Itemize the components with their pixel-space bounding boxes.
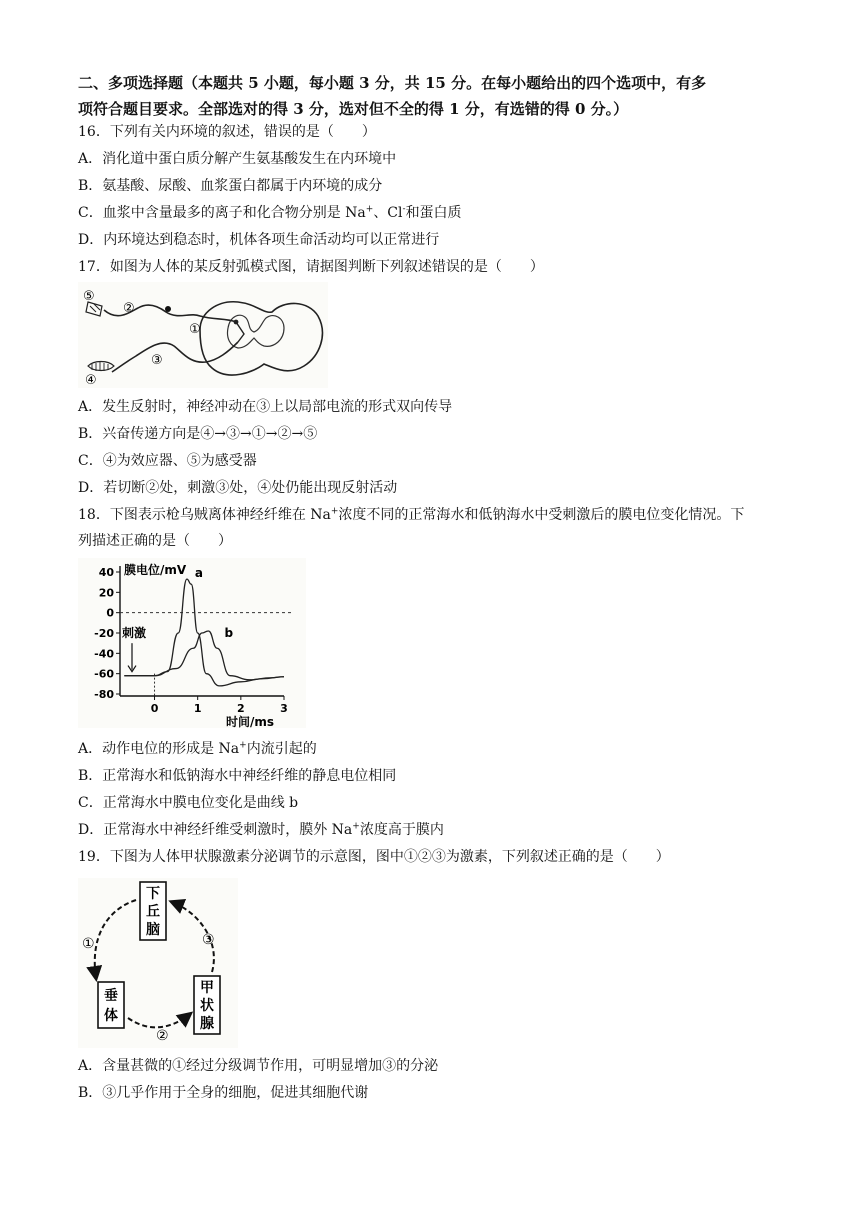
- x-tick-label: 2: [237, 702, 245, 715]
- interneuron: [236, 322, 244, 342]
- series-line-b: [124, 631, 284, 680]
- section-heading-line1: 二、多项选择题（本题共 5 小题，每小题 3 分，共 15 分。在每小题给出的四个选项中，有多: [78, 74, 707, 92]
- label-3: ③: [151, 353, 163, 368]
- hypothalamus-char-3: 脑: [146, 922, 160, 938]
- label-5: ⑤: [83, 289, 95, 304]
- ganglion: [165, 306, 171, 312]
- hypothalamus-char-1: 下: [146, 886, 160, 902]
- pituitary-char-1: 垂: [104, 988, 118, 1004]
- q18-a-post: 内流引起的: [246, 741, 317, 757]
- q18-option-a: [78, 739, 317, 759]
- hormone-3-label: ③: [202, 932, 215, 948]
- q18-option-b: B．正常海水和低钠海水中神经纤维的静息电位相同: [78, 768, 397, 784]
- q17-option-c: C．④为效应器、⑤为感受器: [78, 453, 257, 469]
- q18-d-sup: +: [352, 821, 360, 832]
- thyroid-regulation-diagram: [78, 878, 238, 1048]
- q18-stem-line2: 列描述正确的是（ ）: [78, 533, 232, 549]
- q17-option-b: B．兴奋传递方向是④→③→①→②→⑤: [78, 426, 318, 442]
- q16-option-a: A．消化道中蛋白质分解产生氨基酸发生在内环境中: [78, 151, 397, 167]
- thyroid-char-1: 甲: [200, 980, 214, 996]
- y-tick-label: 20: [98, 586, 114, 600]
- thyroid-regulation-figure: [78, 878, 238, 1048]
- chart-series: [124, 579, 284, 686]
- arrow-hypothalamus-to-pituitary: [95, 900, 136, 978]
- q16-option-c: [78, 203, 462, 223]
- membrane-potential-figure: [78, 558, 306, 728]
- q19-option-b: B．③几乎作用于全身的细胞，促进其细胞代谢: [78, 1085, 369, 1101]
- x-tick-label: 1: [193, 702, 202, 715]
- q18-stem-line1: [78, 505, 744, 525]
- y-tick-label: -40: [94, 647, 114, 661]
- q17-option-a: A．发生反射时，神经冲动在③上以局部电流的形式双向传导: [78, 399, 453, 415]
- hormone-1-label: ①: [82, 936, 95, 952]
- q18-stem-post: 浓度不同的正常海水和低钠海水中受刺激后的膜电位变化情况。下: [338, 507, 745, 523]
- y-tick-label: 40: [98, 566, 114, 579]
- y-tick-label: -80: [94, 688, 114, 701]
- q18-d-pre: D．正常海水中神经纤维受刺激时，膜外 Na: [78, 822, 353, 838]
- label-1: ①: [189, 322, 201, 337]
- label-2: ②: [123, 301, 135, 316]
- q18-a-pre: A．动作电位的形成是 Na: [78, 741, 240, 757]
- x-tick-label: 0: [150, 702, 159, 715]
- q18-a-sup: +: [239, 740, 247, 751]
- section-heading-line2: 项符合题目要求。全部选对的得 3 分，选对但不全的得 1 分，有选错的得 0 分。）: [78, 100, 629, 118]
- membrane-potential-chart: [78, 558, 306, 728]
- pituitary-char-2: 体: [104, 1008, 118, 1024]
- reflex-arc-diagram: [78, 282, 328, 388]
- series-label-b: b: [224, 625, 234, 640]
- y-axis-label: 膜电位/mV: [124, 563, 187, 577]
- q18-d-mid: 浓度高于膜内: [359, 822, 444, 838]
- x-tick-label: 3: [280, 702, 288, 715]
- thyroid-char-2: 状: [200, 998, 214, 1014]
- q18-option-c: C．正常海水中膜电位变化是曲线 b: [78, 795, 299, 811]
- q16-stem: 16．下列有关内环境的叙述，错误的是（ ）: [78, 124, 376, 140]
- q19-stem: 19．下图为人体甲状腺激素分泌调节的示意图，图中①②③为激素，下列叙述正确的是（ ）: [78, 849, 670, 865]
- spinal-cord-outline: [200, 302, 322, 375]
- hypothalamus-char-2: 丘: [146, 904, 160, 920]
- stimulus-annotation: 刺激: [122, 626, 147, 641]
- q18-stem-sup: +: [330, 506, 339, 517]
- q17-option-d: D．若切断②处，刺激③处，④处仍能出现反射活动: [78, 480, 398, 496]
- q19-option-a: A．含量甚微的①经过分级调节作用，可明显增加③的分泌: [78, 1058, 439, 1074]
- y-tick-label: 0: [106, 606, 114, 620]
- q18-option-d: [78, 820, 444, 840]
- chart-text: [94, 562, 288, 728]
- efferent-nerve: [112, 342, 238, 372]
- section-heading: [78, 70, 790, 122]
- hormone-2-label: ②: [156, 1028, 169, 1044]
- q16-c-post: 和蛋白质: [405, 205, 462, 221]
- thyroid-char-3: 腺: [200, 1016, 214, 1032]
- y-tick-label: -20: [94, 627, 114, 640]
- q16-c-mid: 、Cl: [373, 205, 403, 221]
- q16-c-sup2: -: [402, 204, 406, 215]
- q16-c-pre: C．血浆中含量最多的离子和化合物分别是 Na: [78, 205, 366, 221]
- y-tick-label: -60: [94, 667, 114, 681]
- q16-option-b: B．氨基酸、尿酸、血浆蛋白都属于内环境的成分: [78, 178, 383, 194]
- q16-c-sup1: +: [365, 204, 374, 215]
- reflex-arc-figure: [78, 282, 328, 388]
- q18-stem-pre: 18．下图表示枪乌贼离体神经纤维在 Na: [78, 507, 331, 523]
- x-axis-label: 时间/ms: [225, 715, 274, 728]
- q17-stem: 17．如图为人体的某反射弧模式图，请据图判断下列叙述错误的是（ ）: [78, 259, 544, 275]
- series-label-a: a: [194, 566, 204, 581]
- arrow-pituitary-to-thyroid: [128, 1014, 190, 1027]
- label-4: ④: [85, 373, 97, 388]
- q16-option-d: D．内环境达到稳态时，机体各项生命活动均可以正常进行: [78, 232, 440, 248]
